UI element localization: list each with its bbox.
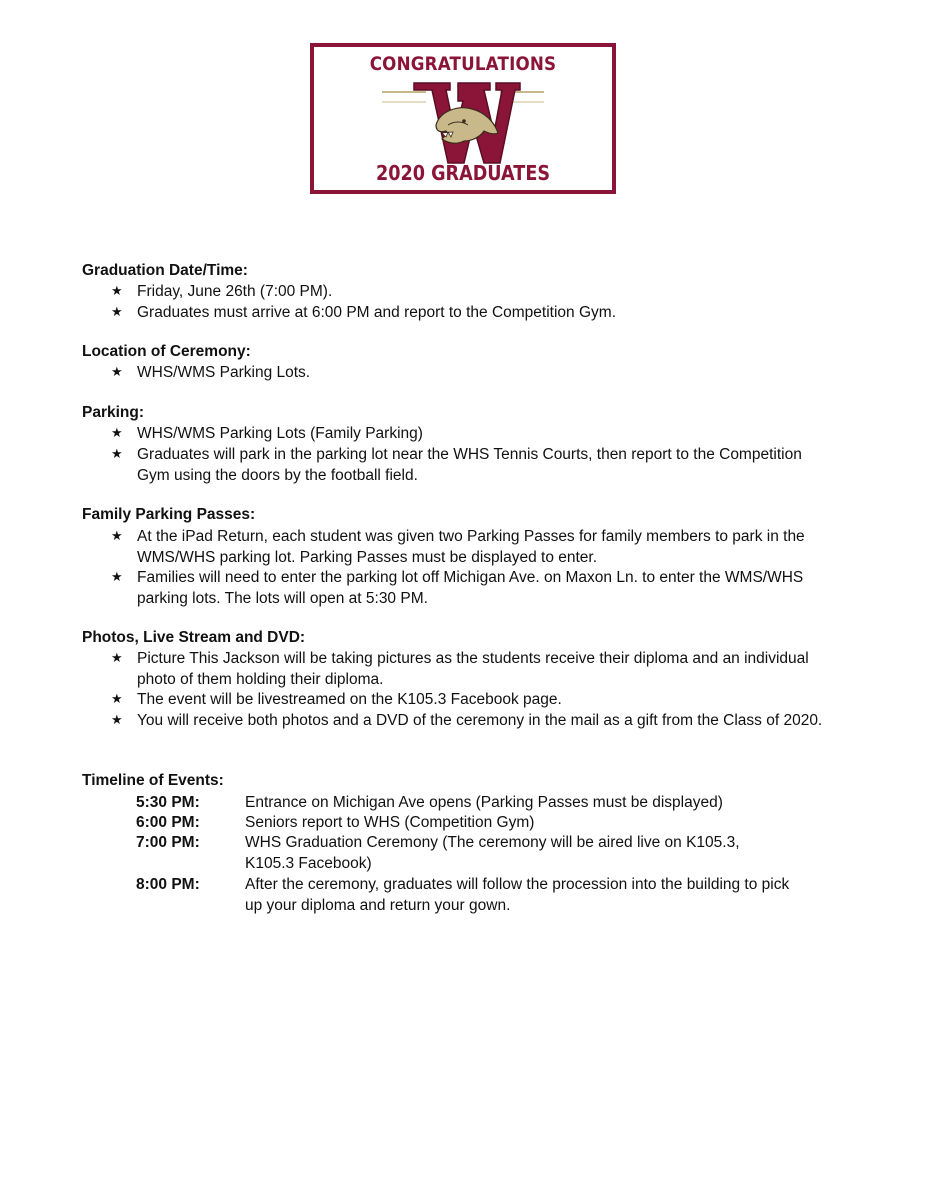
timeline-desc: Entrance on Michigan Ave opens (Parking Passes must be displayed)	[245, 794, 723, 811]
banner-bottom-text: 2020 GRADUATES	[375, 161, 551, 185]
star-icon: ★	[111, 365, 123, 380]
list-item: ★ Picture This Jackson will be taking pictures as the students receive their diploma and an individual photo of them holding their diploma.	[111, 650, 809, 688]
congratulations-banner	[310, 43, 616, 194]
star-icon: ★	[111, 651, 123, 666]
star-icon: ★	[111, 570, 123, 585]
timeline-title: Timeline of Events:	[82, 772, 224, 789]
timeline-time: 5:30 PM:	[136, 794, 200, 811]
passes-title: Family Parking Passes:	[82, 506, 256, 523]
timeline-desc: After the ceremony, graduates will follow the procession into the building to pick up your diploma and return your gown.	[245, 876, 790, 914]
star-icon: ★	[111, 447, 123, 462]
timeline-time: 6:00 PM:	[136, 814, 200, 831]
parking-title: Parking:	[82, 404, 145, 421]
list-item: ★ Friday, June 26th (7:00 PM).	[111, 283, 333, 300]
photos-title: Photos, Live Stream and DVD:	[82, 629, 306, 646]
banner-top-text: CONGRATULATIONS	[369, 53, 557, 75]
star-icon: ★	[111, 284, 123, 299]
star-icon: ★	[111, 305, 123, 320]
list-item: ★ WHS/WMS Parking Lots.	[111, 364, 311, 381]
graduation-title: Graduation Date/Time:	[82, 262, 248, 279]
star-icon: ★	[111, 426, 123, 441]
list-item: ★ You will receive both photos and a DVD of the ceremony in the mail as a gift from the Class of 2020.	[111, 712, 823, 729]
list-item: ★ At the iPad Return, each student was given two Parking Passes for family members to park in the WMS/WHS parking lot. Parking Passes must be displayed to enter.	[111, 528, 805, 566]
star-icon: ★	[111, 713, 123, 728]
timeline-time: 7:00 PM:	[136, 834, 200, 851]
list-item: ★ WHS/WMS Parking Lots (Family Parking)	[111, 425, 423, 442]
location-title: Location of Ceremony:	[82, 343, 251, 360]
star-icon: ★	[111, 692, 123, 707]
panther-w-logo-icon	[376, 75, 550, 167]
star-icon: ★	[111, 529, 123, 544]
list-item: ★ The event will be livestreamed on the K105.3 Facebook page.	[111, 691, 562, 708]
timeline-desc: Seniors report to WHS (Competition Gym)	[245, 814, 535, 831]
timeline-desc: WHS Graduation Ceremony (The ceremony will be aired live on K105.3, K105.3 Facebook)	[245, 834, 740, 872]
list-item: ★ Graduates will park in the parking lot near the WHS Tennis Courts, then report to the Competition Gym using the doors by the football field.	[111, 446, 802, 484]
timeline-time: 8:00 PM:	[136, 876, 200, 893]
list-item: ★ Families will need to enter the parking lot off Michigan Ave. on Maxon Ln. to enter the WMS/WHS parking lots. The lots will open at 5:30 PM.	[111, 569, 804, 607]
list-item: ★ Graduates must arrive at 6:00 PM and report to the Competition Gym.	[111, 304, 616, 321]
